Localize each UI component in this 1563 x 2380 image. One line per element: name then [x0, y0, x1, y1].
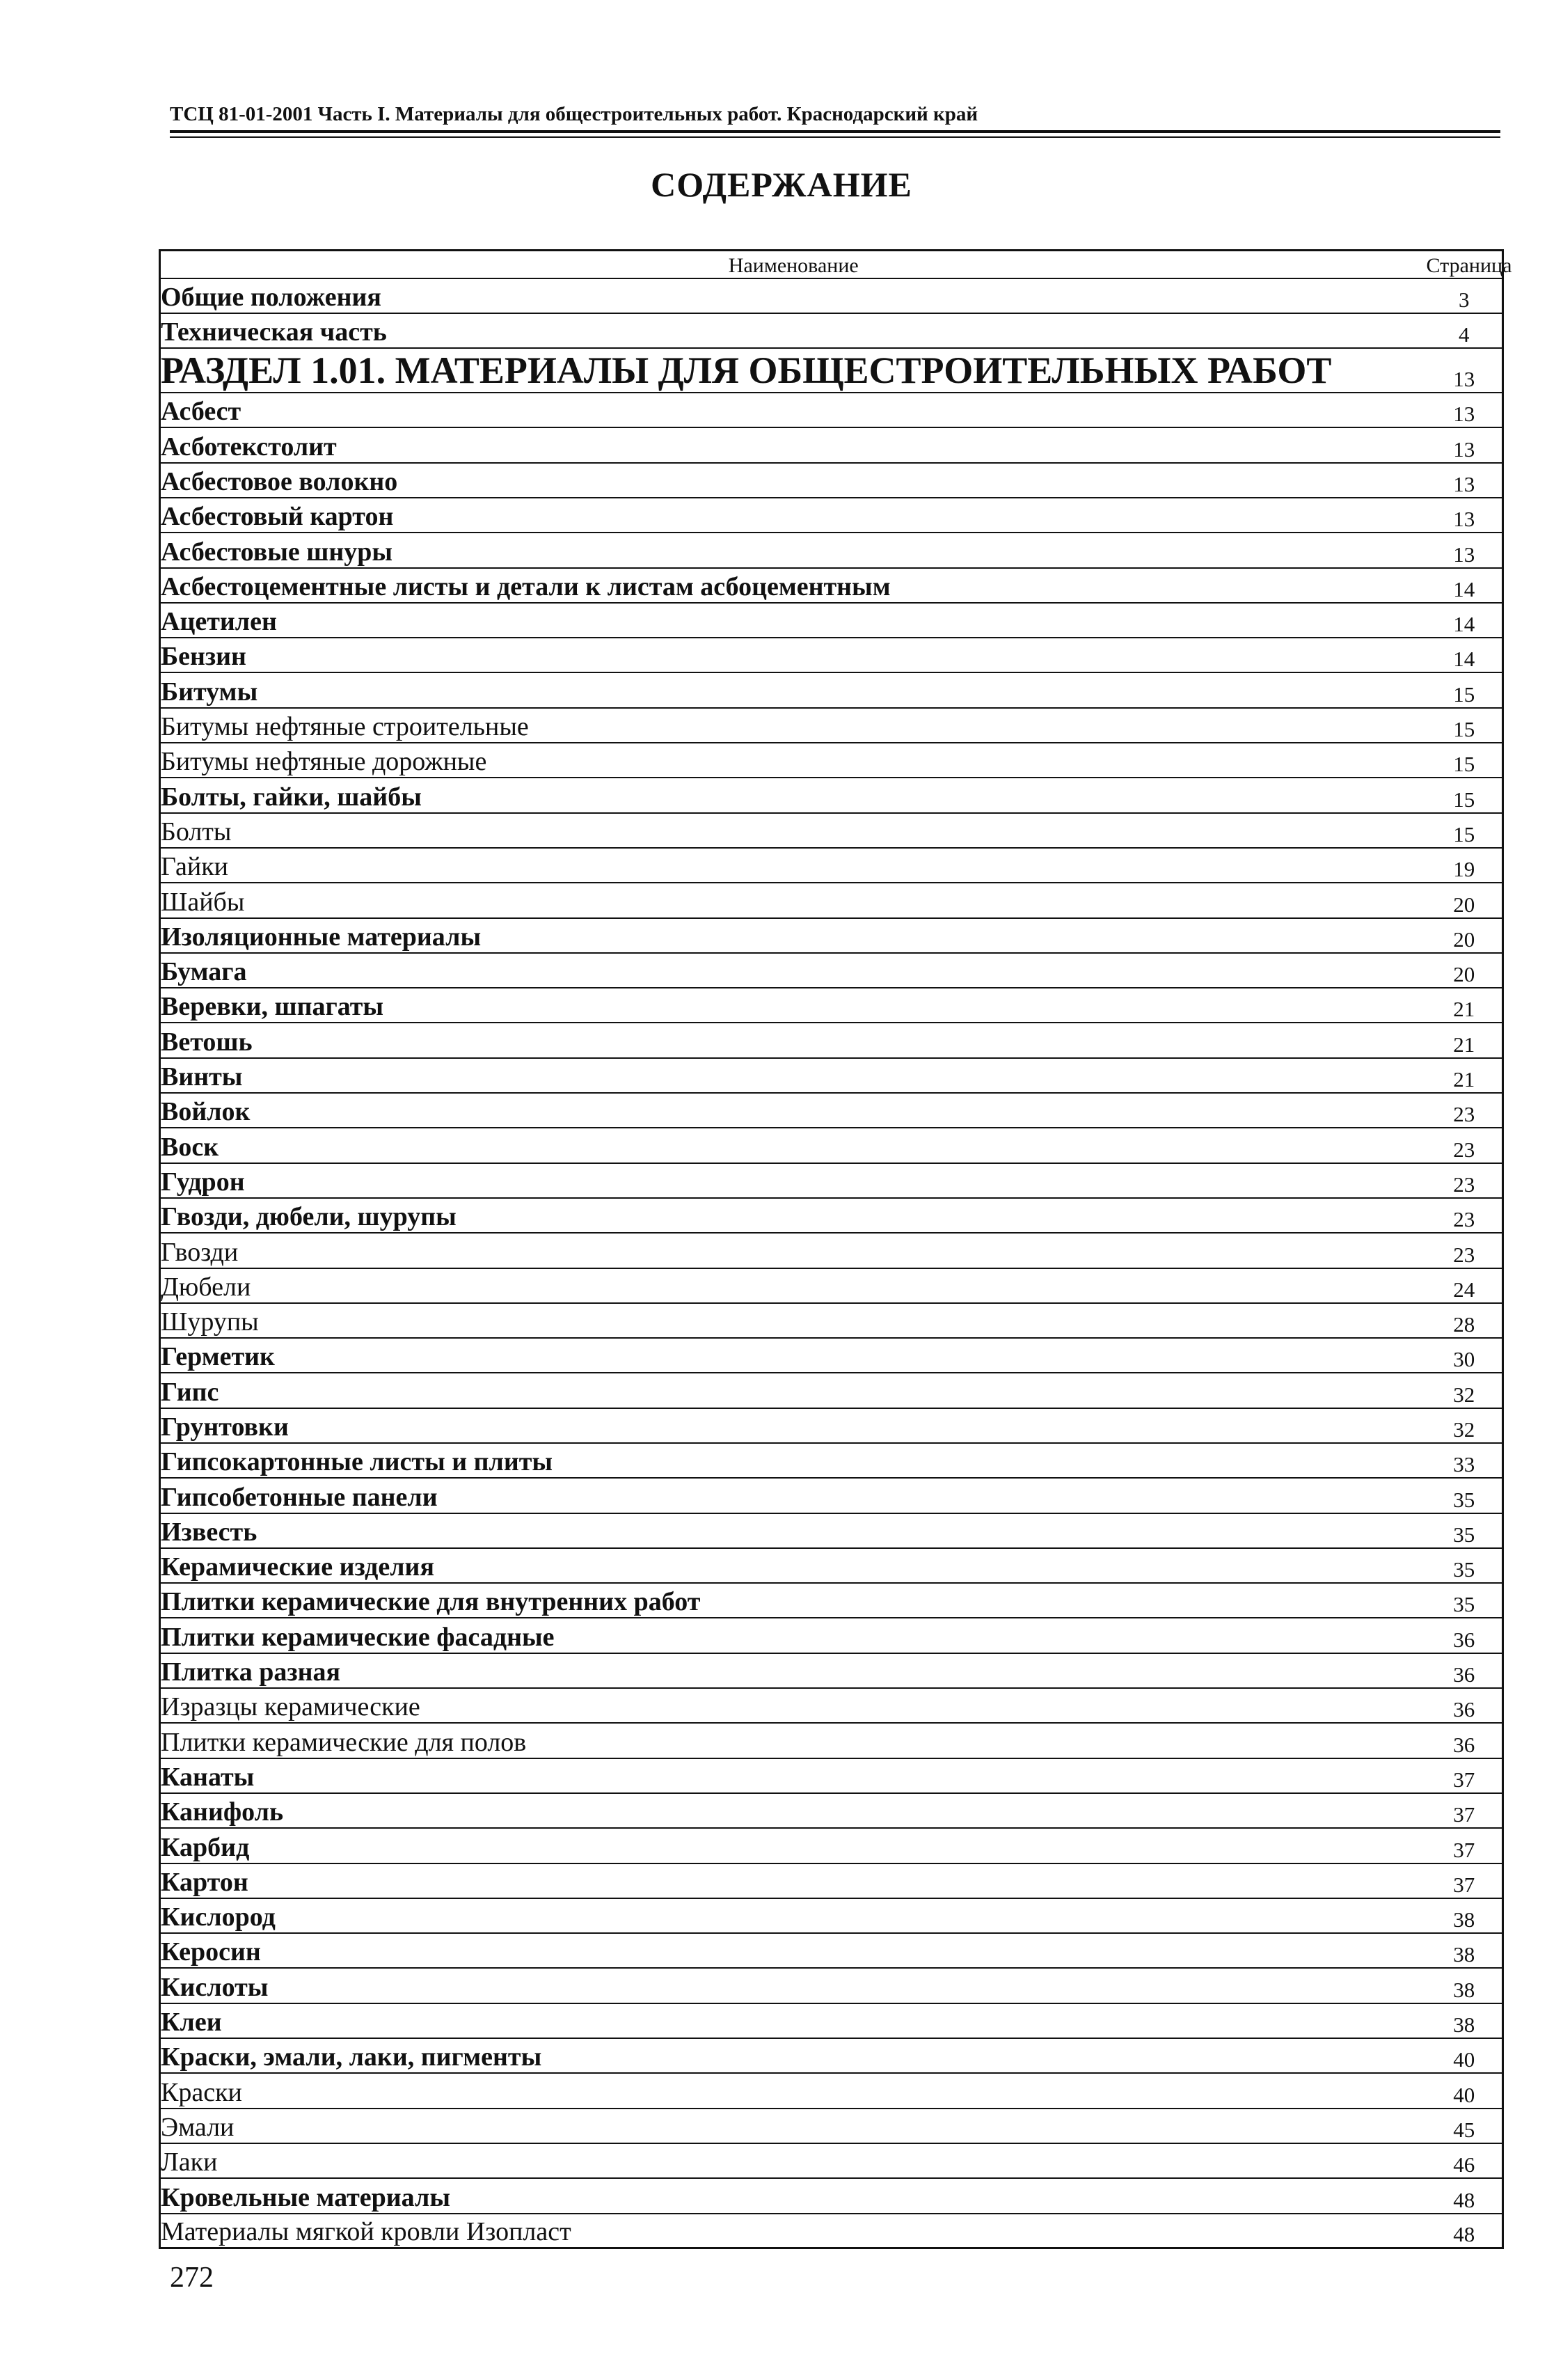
entry-name: Ацетилен [160, 603, 1427, 638]
table-row [160, 1198, 1503, 1233]
entry-page: 32 [1427, 1373, 1503, 1408]
header-rule-thin [170, 136, 1500, 138]
table-row [160, 603, 1503, 638]
entry-name: Общие положения [160, 278, 1427, 313]
entry-page: 4 [1427, 313, 1503, 348]
entry-page: 13 [1427, 498, 1503, 533]
table-row [160, 1373, 1503, 1408]
entry-page: 36 [1427, 1618, 1503, 1653]
header-rule [170, 130, 1500, 133]
table-row [160, 743, 1503, 778]
entry-name: Техническая часть [160, 313, 1427, 348]
entry-page: 15 [1427, 672, 1503, 707]
table-row [160, 393, 1503, 427]
table-row [160, 1478, 1503, 1513]
entry-name: Бензин [160, 638, 1427, 672]
entry-page: 38 [1427, 1968, 1503, 2003]
table-row [160, 1688, 1503, 1723]
entry-page: 19 [1427, 848, 1503, 883]
entry-name: Гудрон [160, 1163, 1427, 1198]
table-row [160, 2003, 1503, 2038]
entry-page: 30 [1427, 1338, 1503, 1373]
table-row [160, 278, 1503, 313]
entry-page: 23 [1427, 1163, 1503, 1198]
entry-page: 15 [1427, 743, 1503, 778]
entry-page: 14 [1427, 638, 1503, 672]
entry-page: 21 [1427, 988, 1503, 1023]
entry-page: 38 [1427, 2003, 1503, 2038]
entry-page: 13 [1427, 533, 1503, 567]
entry-name: Керамические изделия [160, 1548, 1427, 1583]
entry-name: Плитки керамические для полов [160, 1723, 1427, 1758]
table-row [160, 427, 1503, 462]
entry-name: Войлок [160, 1093, 1427, 1128]
entry-name: Карбид [160, 1828, 1427, 1863]
entry-name: Асботекстолит [160, 427, 1427, 462]
table-row [160, 1023, 1503, 1057]
column-header-page: Страница [1427, 251, 1503, 278]
entry-page: 21 [1427, 1023, 1503, 1057]
entry-name: Кровельные материалы [160, 2178, 1427, 2213]
entry-name: Шурупы [160, 1303, 1427, 1338]
entry-name: Герметик [160, 1338, 1427, 1373]
entry-page: 35 [1427, 1513, 1503, 1548]
entry-name: Изразцы керамические [160, 1688, 1427, 1723]
page-title: СОДЕРЖАНИЕ [651, 165, 912, 204]
table-row [160, 568, 1503, 603]
table-row [160, 672, 1503, 707]
entry-page: 35 [1427, 1548, 1503, 1583]
page-number: 272 [170, 2262, 214, 2294]
entry-name: Асбестовые шнуры [160, 533, 1427, 567]
entry-page: 36 [1427, 1653, 1503, 1688]
entry-page: 35 [1427, 1583, 1503, 1618]
contents-table [159, 249, 1512, 2249]
table-row [160, 2073, 1503, 2108]
entry-page: 15 [1427, 778, 1503, 812]
entry-page: 33 [1427, 1443, 1503, 1478]
table-row [160, 848, 1503, 883]
entry-name: Гипсобетонные панели [160, 1478, 1427, 1513]
entry-page: 37 [1427, 1863, 1503, 1898]
entry-name: Асбестовое волокно [160, 463, 1427, 498]
entry-page: 15 [1427, 813, 1503, 848]
entry-name: Шайбы [160, 883, 1427, 917]
entry-page: 48 [1427, 2214, 1503, 2248]
entry-page: 46 [1427, 2143, 1503, 2178]
table-row [160, 1513, 1503, 1548]
entry-page: 14 [1427, 568, 1503, 603]
entry-name: Канифоль [160, 1793, 1427, 1828]
entry-page: 28 [1427, 1303, 1503, 1338]
entry-name: Гайки [160, 848, 1427, 883]
entry-name: Краски, эмали, лаки, пигменты [160, 2038, 1427, 2073]
table-row [160, 2214, 1503, 2248]
entry-name: Болты [160, 813, 1427, 848]
entry-name: Плитки керамические для внутренних работ [160, 1583, 1427, 1618]
entry-page: 24 [1427, 1268, 1503, 1303]
table-row [160, 2109, 1503, 2143]
entry-name: Материалы мягкой кровли Изопласт [160, 2214, 1427, 2248]
entry-name: Асбестовый картон [160, 498, 1427, 533]
entry-name: Кислород [160, 1898, 1427, 1933]
table-row [160, 1443, 1503, 1478]
entry-name: Бумага [160, 953, 1427, 988]
entry-name: Канаты [160, 1758, 1427, 1793]
table-row [160, 1408, 1503, 1443]
entry-name: Картон [160, 1863, 1427, 1898]
entry-page: 23 [1427, 1233, 1503, 1268]
table-row [160, 918, 1503, 953]
table-row [160, 1058, 1503, 1093]
table-row [160, 1933, 1503, 1968]
table-row [160, 638, 1503, 672]
entry-page: 32 [1427, 1408, 1503, 1443]
entry-page: 21 [1427, 1058, 1503, 1093]
table-row [160, 1303, 1503, 1338]
column-header-name: Наименование [160, 251, 1427, 278]
entry-page: 23 [1427, 1128, 1503, 1163]
entry-name: Плитки керамические фасадные [160, 1618, 1427, 1653]
entry-name: Болты, гайки, шайбы [160, 778, 1427, 812]
entry-name: Битумы нефтяные дорожные [160, 743, 1427, 778]
entry-name: Битумы нефтяные строительные [160, 708, 1427, 743]
table-row [160, 1268, 1503, 1303]
table-row [160, 1723, 1503, 1758]
entry-page: 36 [1427, 1723, 1503, 1758]
entry-page: 13 [1427, 393, 1503, 427]
table-row [160, 498, 1503, 533]
entry-page: 20 [1427, 953, 1503, 988]
table-row [160, 1548, 1503, 1583]
entry-page: 13 [1427, 348, 1503, 393]
entry-page: 13 [1427, 463, 1503, 498]
entry-name: РАЗДЕЛ 1.01. МАТЕРИАЛЫ ДЛЯ ОБЩЕСТРОИТЕЛЬНЫХ РАБОТ [160, 348, 1427, 393]
table-row [160, 2143, 1503, 2178]
entry-page: 48 [1427, 2178, 1503, 2213]
table-row [160, 1968, 1503, 2003]
table-row [160, 1618, 1503, 1653]
entry-page: 20 [1427, 918, 1503, 953]
table-row [160, 463, 1503, 498]
entry-page: 3 [1427, 278, 1503, 313]
table-row [160, 708, 1503, 743]
entry-name: Изоляционные материалы [160, 918, 1427, 953]
table-row [160, 988, 1503, 1023]
table-row [160, 1758, 1503, 1793]
entry-name: Воск [160, 1128, 1427, 1163]
table-row [160, 533, 1503, 567]
entry-name: Кислоты [160, 1968, 1427, 2003]
entry-name: Ветошь [160, 1023, 1427, 1057]
table-row [160, 1093, 1503, 1128]
entry-page: 40 [1427, 2073, 1503, 2108]
entry-page: 37 [1427, 1828, 1503, 1863]
table-row [160, 2038, 1503, 2073]
table-row [160, 1793, 1503, 1828]
entry-page: 37 [1427, 1793, 1503, 1828]
entry-page: 36 [1427, 1688, 1503, 1723]
table-row [160, 953, 1503, 988]
entry-page: 35 [1427, 1478, 1503, 1513]
table-row [160, 813, 1503, 848]
table-row [160, 1583, 1503, 1618]
entry-page: 40 [1427, 2038, 1503, 2073]
entry-page: 20 [1427, 883, 1503, 917]
running-header: ТСЦ 81-01-2001 Часть I. Материалы для общестроительных работ. Краснодарский край [170, 103, 978, 125]
table-row [160, 1898, 1503, 1933]
entry-name: Грунтовки [160, 1408, 1427, 1443]
entry-page: 14 [1427, 603, 1503, 638]
entry-page: 13 [1427, 427, 1503, 462]
entry-page: 38 [1427, 1933, 1503, 1968]
entry-name: Гипс [160, 1373, 1427, 1408]
entry-page: 23 [1427, 1093, 1503, 1128]
entry-name: Известь [160, 1513, 1427, 1548]
entry-name: Винты [160, 1058, 1427, 1093]
entry-name: Лаки [160, 2143, 1427, 2178]
table-row [160, 1863, 1503, 1898]
entry-name: Клеи [160, 2003, 1427, 2038]
table-row [160, 1828, 1503, 1863]
entry-name: Гвозди [160, 1233, 1427, 1268]
entry-page: 15 [1427, 708, 1503, 743]
entry-name: Асбестоцементные листы и детали к листам асбоцементным [160, 568, 1427, 603]
entry-page: 23 [1427, 1198, 1503, 1233]
table-row [160, 348, 1503, 393]
entry-name: Краски [160, 2073, 1427, 2108]
table-row [160, 1338, 1503, 1373]
table-row [160, 1163, 1503, 1198]
entry-name: Битумы [160, 672, 1427, 707]
entry-name: Гипсокартонные листы и плиты [160, 1443, 1427, 1478]
entry-name: Веревки, шпагаты [160, 988, 1427, 1023]
table-row [160, 1128, 1503, 1163]
entry-name: Эмали [160, 2109, 1427, 2143]
contents-body [160, 278, 1503, 2248]
entry-name: Дюбели [160, 1268, 1427, 1303]
table-row [160, 313, 1503, 348]
entry-name: Плитка разная [160, 1653, 1427, 1688]
entry-name: Керосин [160, 1933, 1427, 1968]
entry-page: 45 [1427, 2109, 1503, 2143]
entry-name: Асбест [160, 393, 1427, 427]
table-row [160, 1233, 1503, 1268]
entry-name: Гвозди, дюбели, шурупы [160, 1198, 1427, 1233]
table-row [160, 778, 1503, 812]
table-row [160, 1653, 1503, 1688]
table-row [160, 2178, 1503, 2213]
table-row [160, 883, 1503, 917]
entry-page: 38 [1427, 1898, 1503, 1933]
entry-page: 37 [1427, 1758, 1503, 1793]
